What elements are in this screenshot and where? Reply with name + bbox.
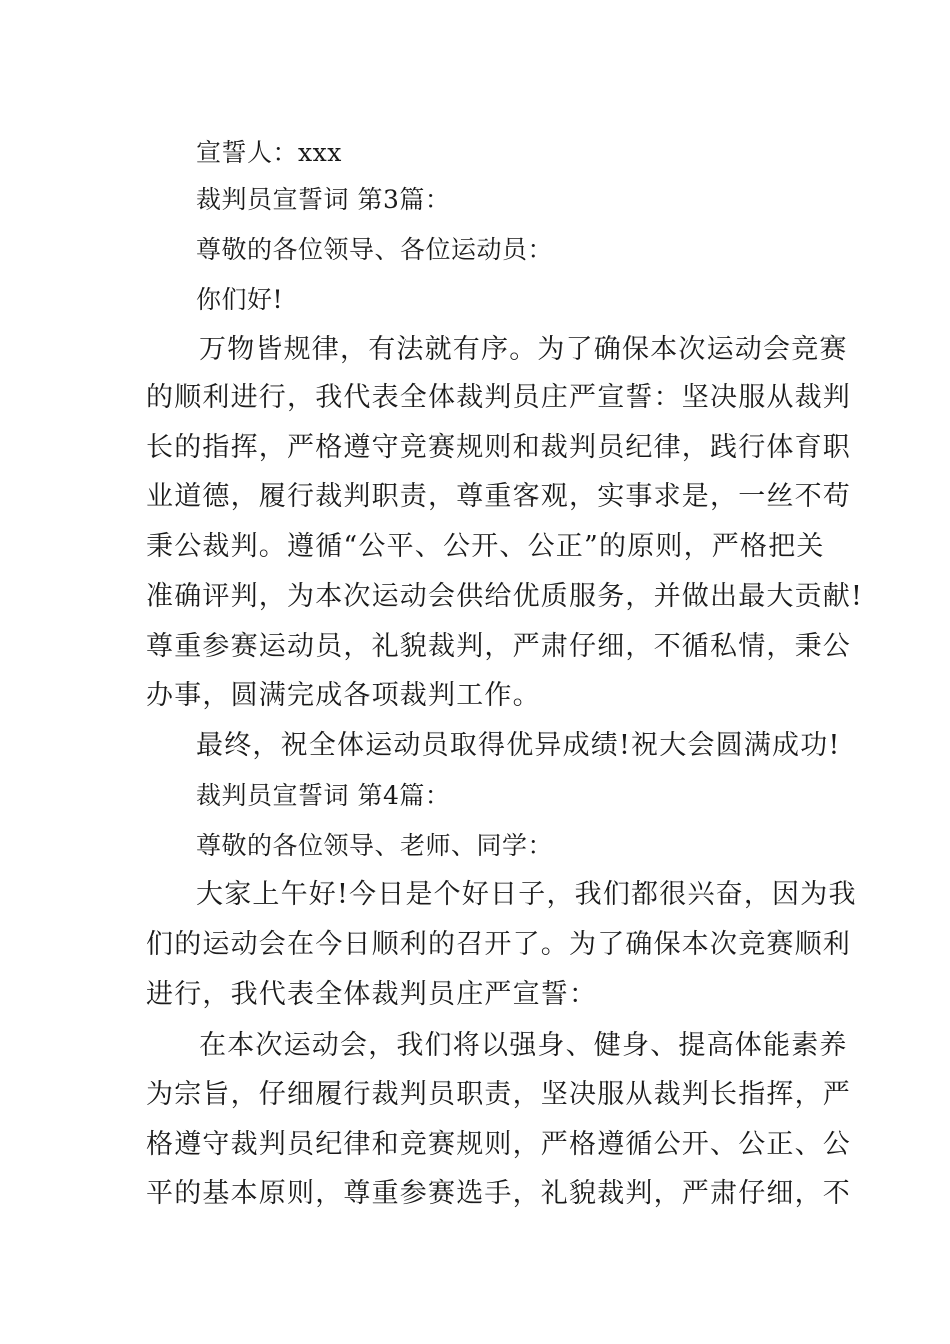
- paragraph-4b-line-2: 为宗旨，仔细履行裁判员职责，坚决服从裁判长指挥，严: [146, 1079, 851, 1110]
- paragraph-4a-line-2: 们的运动会在今日顺利的召开了。为了确保本次竞赛顺利: [146, 929, 851, 960]
- paragraph-4b-line-4: 平的基本原则，尊重参赛选手，礼貌裁判，严肃仔细，不: [146, 1178, 851, 1209]
- paragraph-3-line-6: 准确评判，为本次运动会供给优质服务，并做出最大贡献!: [146, 581, 864, 612]
- paragraph-3-line-3: 长的指挥，严格遵守竞赛规则和裁判员纪律，践行体育职: [146, 432, 851, 463]
- paragraph-4b-line-1: 在本次运动会，我们将以强身、健身、提高体能素养: [199, 1030, 848, 1061]
- paragraph-3-line-2: 的顺利进行，我代表全体裁判员庄严宣誓：坚决服从裁判: [146, 382, 851, 413]
- paragraph-3-line-8: 办事，圆满完成各项裁判工作。: [146, 680, 541, 711]
- salutation-4: 尊敬的各位领导、老师、同学：: [196, 831, 554, 860]
- salutation-3: 尊敬的各位领导、各位运动员：: [196, 235, 554, 264]
- paragraph-3-line-7: 尊重参赛运动员，礼貌裁判，严肃仔细，不循私情，秉公: [146, 631, 851, 662]
- paragraph-3-line-4: 业道德，履行裁判职责，尊重客观，实事求是，一丝不苟: [146, 481, 851, 512]
- oath-signature-line: 宣誓人：xxx: [196, 138, 342, 167]
- paragraph-3-line-1: 万物皆规律，有法就有序。为了确保本次运动会竞赛: [199, 334, 848, 365]
- paragraph-4a-line-3: 进行，我代表全体裁判员庄严宣誓：: [146, 979, 598, 1010]
- closing-wish-3: 最终，祝全体运动员取得优异成绩!祝大会圆满成功!: [196, 730, 841, 761]
- paragraph-4b-line-3: 格遵守裁判员纪律和竞赛规则，严格遵循公开、公正、公: [146, 1129, 851, 1160]
- greeting-3: 你们好!: [196, 285, 284, 314]
- section-heading-3: 裁判员宣誓词 第3篇：: [196, 185, 451, 214]
- paragraph-4a-line-1: 大家上午好!今日是个好日子，我们都很兴奋，因为我: [196, 879, 857, 910]
- paragraph-3-line-5: 秉公裁判。遵循“公平、公开、公正”的原则，严格把关: [146, 531, 825, 562]
- section-heading-4: 裁判员宣誓词 第4篇：: [196, 781, 451, 810]
